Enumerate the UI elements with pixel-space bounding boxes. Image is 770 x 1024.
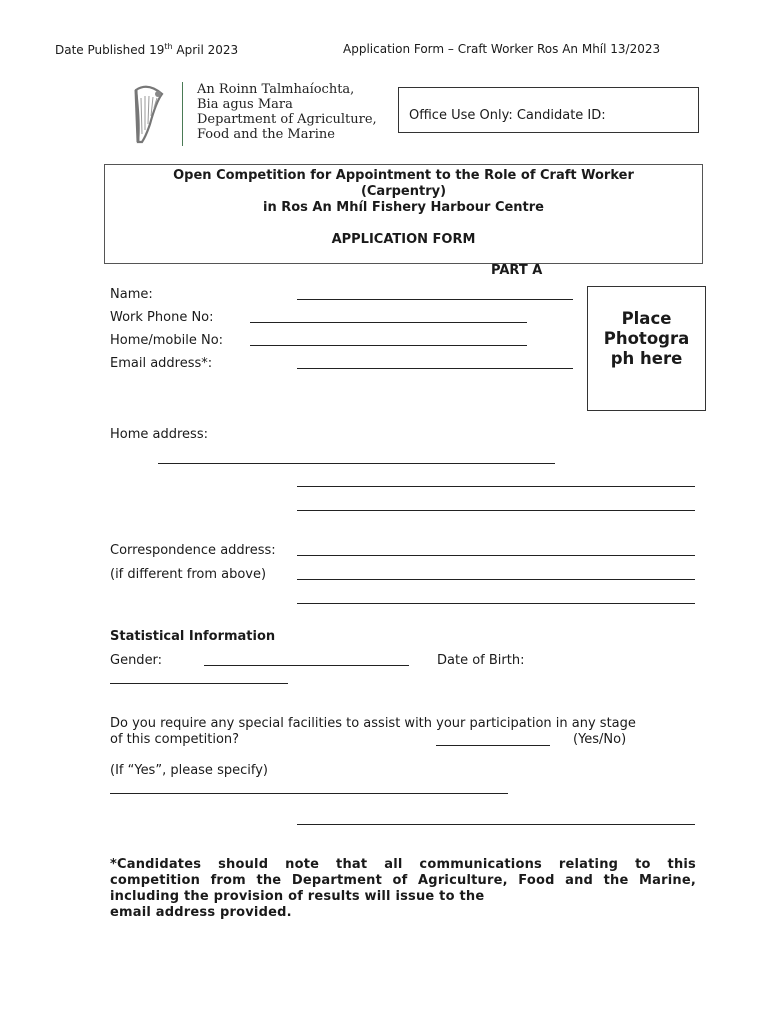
form-reference: Application Form – Craft Worker Ros An Mhíl 13/2023 (343, 42, 661, 56)
specify-line-2[interactable] (297, 824, 695, 825)
specify-label: (If “Yes”, please specify) (110, 763, 268, 778)
email-field[interactable] (297, 368, 573, 369)
dob-label: Date of Birth: (437, 653, 525, 668)
correspondence-address-line-2[interactable] (297, 579, 695, 580)
date-published: Date Published 19th April 2023 (55, 42, 239, 57)
home-address-line-1[interactable] (158, 463, 555, 464)
specify-line-1[interactable] (110, 793, 508, 794)
special-facilities-question: Do you require any special facilities to assist with your participation in any stage of this competition? (110, 716, 636, 747)
email-label: Email address*: (110, 356, 213, 371)
correspondence-address-label: Correspondence address: (110, 543, 276, 558)
correspondence-note: (if different from above) (110, 567, 267, 582)
correspondence-address-line-3[interactable] (297, 603, 695, 604)
application-form-heading: APPLICATION FORM (331, 232, 476, 247)
correspondence-address-line-1[interactable] (297, 555, 695, 556)
logo-divider (182, 82, 183, 146)
gender-field[interactable] (204, 665, 409, 666)
photo-placeholder[interactable]: Place Photogra ph here (587, 286, 706, 411)
email-communications-note: *Candidates should note that all communications relating to this competition from the Department of Agriculture, Food and the Marine, including the provision of results will issue to the email address provided. (110, 857, 696, 920)
office-use-box: Office Use Only: Candidate ID: (398, 87, 699, 133)
home-address-label: Home address: (110, 427, 208, 442)
competition-title-box: Open Competition for Appointment to the Role of Craft Worker (Carpentry) in Ros An Mhíl Fishery Harbour Centre APPLICATION FORM (104, 164, 703, 264)
name-label: Name: (110, 287, 153, 302)
home-mobile-label: Home/mobile No: (110, 333, 224, 348)
special-facilities-answer-field[interactable] (436, 745, 550, 746)
home-mobile-field[interactable] (250, 345, 527, 346)
department-logo-text: An Roinn Talmhaíochta, Bia agus Mara Department of Agriculture, Food and the Marine (197, 82, 377, 142)
part-a-heading: PART A (491, 263, 543, 278)
name-field[interactable] (297, 299, 573, 300)
work-phone-label: Work Phone No: (110, 310, 214, 325)
home-address-line-2[interactable] (297, 486, 695, 487)
statistical-info-heading: Statistical Information (110, 629, 276, 644)
yes-no-label: (Yes/No) (573, 732, 627, 747)
work-phone-field[interactable] (250, 322, 527, 323)
home-address-line-3[interactable] (297, 510, 695, 511)
dob-field[interactable] (110, 683, 288, 684)
harp-logo-icon (128, 84, 170, 146)
gender-label: Gender: (110, 653, 163, 668)
